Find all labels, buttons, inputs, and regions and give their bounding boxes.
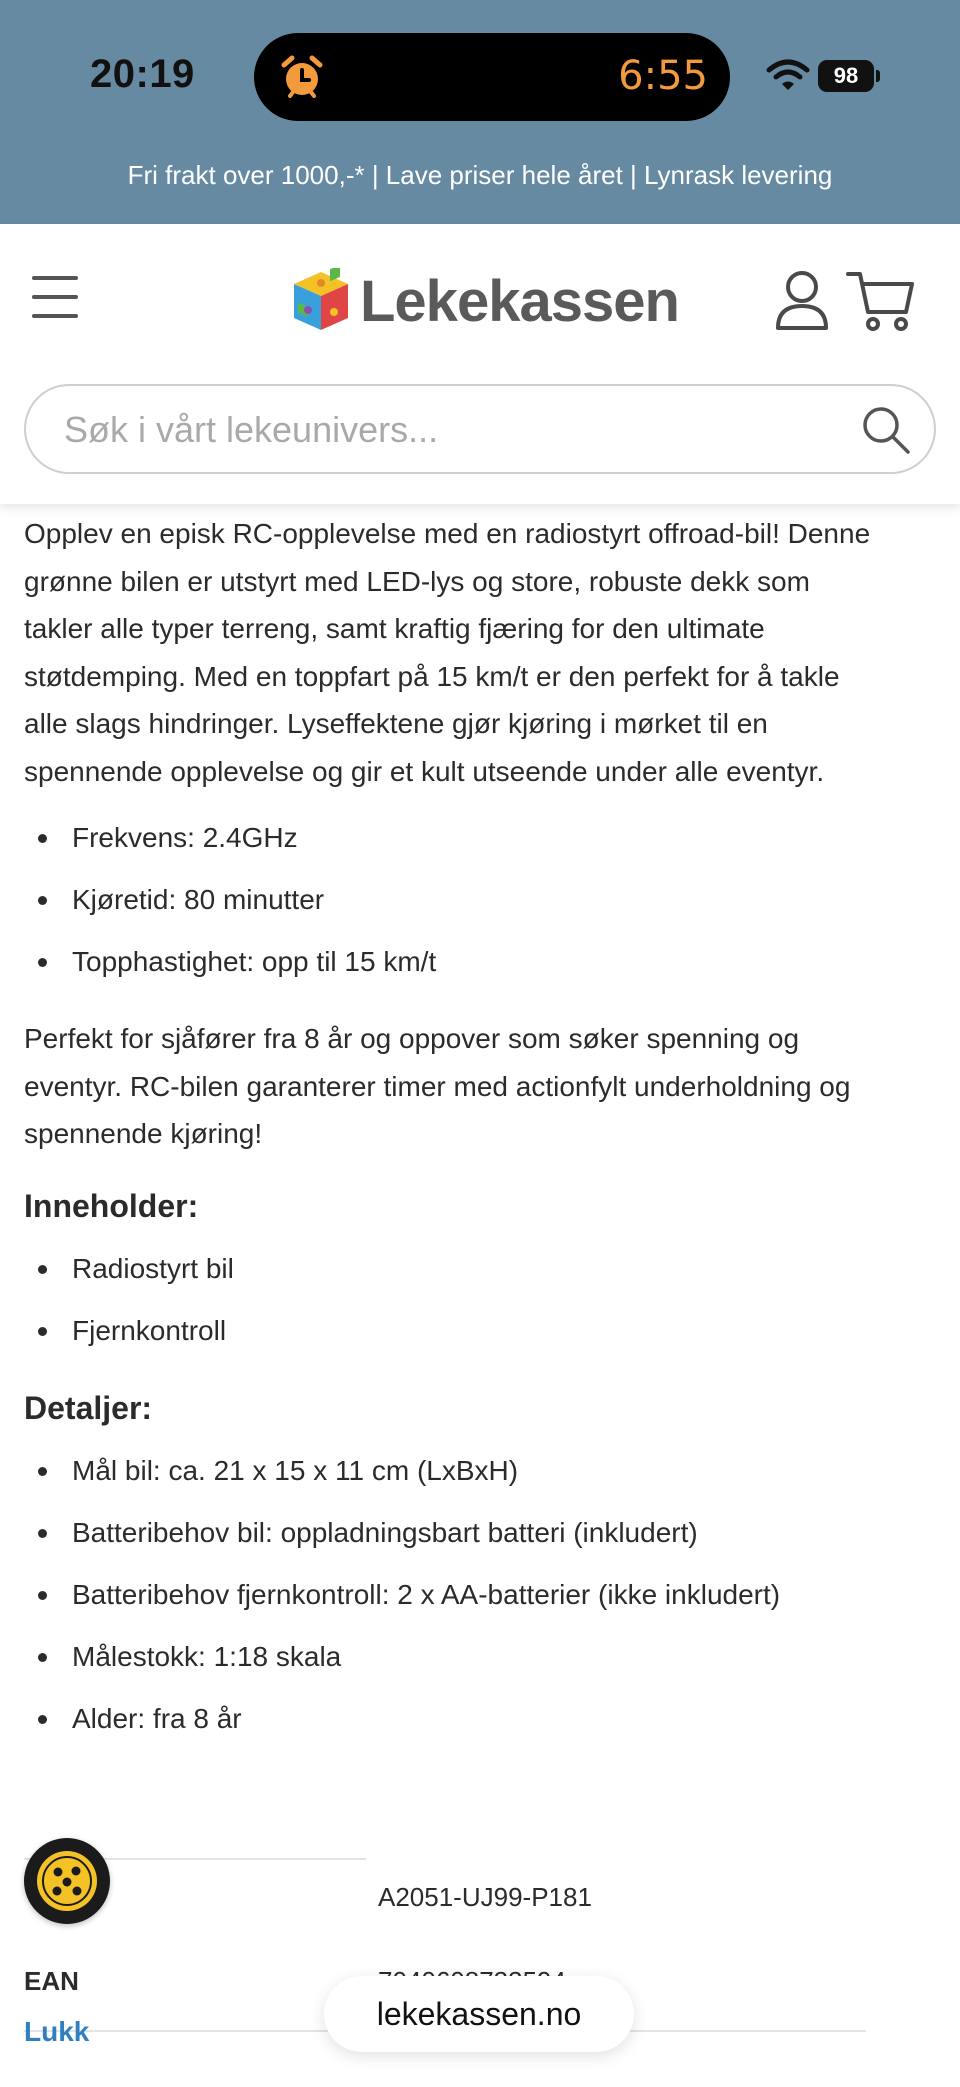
list-item: Fjernkontroll: [24, 1300, 884, 1362]
account-user-icon[interactable]: [774, 268, 830, 332]
hamburger-menu-icon[interactable]: [32, 276, 80, 320]
promo-text: Fri frakt over 1000,-* | Lave priser hele året | Lynrask levering: [127, 160, 833, 190]
status-bar: [0, 0, 960, 150]
list-item: Batteribehov bil: oppladningsbart batteri (inkludert): [24, 1502, 884, 1564]
search-icon[interactable]: [860, 404, 912, 456]
shopping-cart-icon[interactable]: [846, 268, 916, 332]
wifi-icon: [766, 58, 810, 92]
list-item: Radiostyrt bil: [24, 1238, 884, 1300]
battery-level: 98: [818, 60, 874, 92]
details-list: [24, 1440, 884, 1750]
site-header: [0, 224, 960, 504]
list-item: Batteribehov fjernkontroll: 2 x AA-batterier (ikke inkludert): [24, 1564, 884, 1626]
product-description: [24, 504, 884, 1750]
intro-paragraph: Opplev en episk RC-opplevelse med en radiostyrt offroad-bil! Denne grønne bilen er utstyrt med LED-lys og store, robuste dekk som takler alle typer terreng, samt kraftig fjæring for den ultimate støtdemping. Med en toppfart på 15 km/t er den perfekt for å takle alle slags hindringer. Lyseffektene gjør kjøring i mørket til en spennende opplevelse og gir et kult utseende under alle eventyr.: [24, 518, 871, 787]
dynamic-island[interactable]: [254, 33, 730, 121]
contents-list: [24, 1238, 884, 1362]
battery-indicator: [818, 60, 880, 92]
search-input[interactable]: [64, 404, 824, 456]
alarm-clock-icon: [278, 53, 326, 101]
status-time: 20:19: [90, 52, 195, 96]
list-item: Mål bil: ca. 21 x 15 x 11 cm (LxBxH): [24, 1440, 884, 1502]
site-logo[interactable]: [288, 266, 679, 336]
browser-url-bar[interactable]: lekekassen.no: [324, 1976, 634, 2052]
timer-countdown: 6:55: [618, 53, 708, 99]
close-link[interactable]: Lukk: [24, 2016, 90, 2047]
list-item: Kjøretid: 80 minutter: [24, 869, 884, 931]
details-heading: Detaljer:: [24, 1389, 153, 1426]
battery-cap: [876, 70, 880, 82]
list-item: Alder: fra 8 år: [24, 1688, 884, 1750]
spec-ean-label: EAN: [24, 1966, 79, 1996]
search-bar[interactable]: [24, 384, 936, 474]
cookie-settings-button[interactable]: [24, 1838, 110, 1924]
age-paragraph: Perfekt for sjåfører fra 8 år og oppover som søker spenning og eventyr. RC-bilen garanterer timer med actionfylt underholdning og spennende kjøring!: [24, 1023, 851, 1149]
contents-heading: Inneholder:: [24, 1187, 199, 1224]
logo-text: Lekekassen: [360, 268, 679, 334]
list-item: Målestokk: 1:18 skala: [24, 1626, 884, 1688]
list-item: Frekvens: 2.4GHz: [24, 807, 884, 869]
feature-list: [24, 807, 884, 993]
puzzle-cube-logo-icon: [288, 268, 354, 334]
spec-sku-value: A2051-UJ99-P181: [378, 1882, 592, 1912]
cookie-icon: [24, 1838, 110, 1924]
list-item: Topphastighet: opp til 15 km/t: [24, 931, 884, 993]
promo-banner-background: [0, 0, 960, 224]
